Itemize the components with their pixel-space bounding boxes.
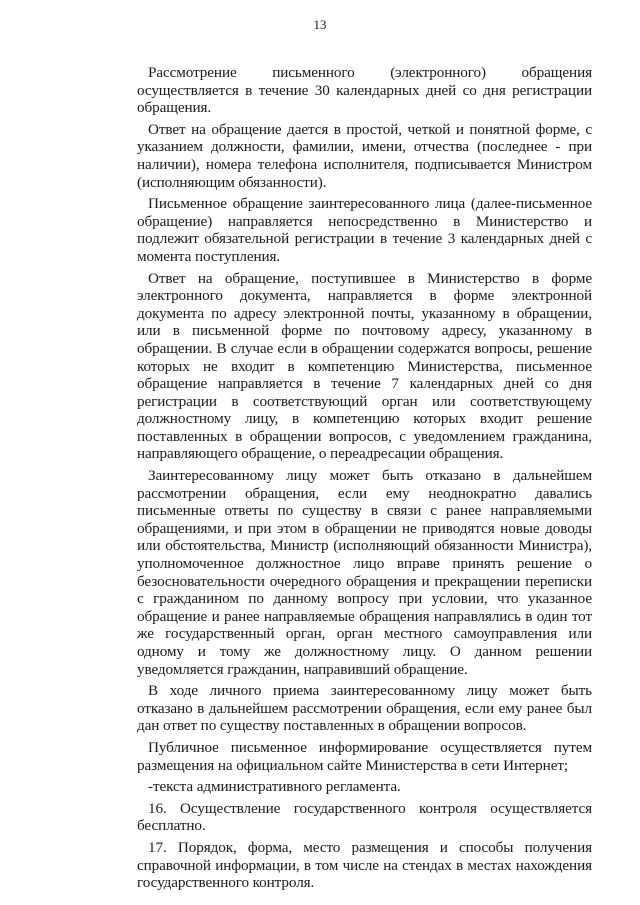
paragraph-written-request-registration: Письменное обращение заинтересованного лица (далее-письменное обращение) направляется непосредственно в Министерство и подлежит обязательной регистрации в течение 3 календарных дней с момента поступления. — [137, 195, 592, 265]
paragraph-refusal-conditions: Заинтересованному лицу может быть отказано в дальнейшем рассмотрении обращения, если ему неоднократно давались письменные ответы по существу в связи с ранее направляемыми обращениями, и при этом в обращении не приводятся новые доводы или обстоятельства, Министр (исполняющий обязанности Министра), уполномоченное должностное лицо вправе принять решение о безосновательности очередного обращения и прекращении переписки с гражданином по данному вопросу при условии, что указанное обращение и ранее направляемые обращения направлялись в один тот же государственный орган, орган местного самоуправления или одному и тому же должностному лицу. О данном решении уведомляется гражданин, направивший обращение. — [137, 467, 592, 678]
paragraph-section-16: 16. Осуществление государственного контроля осуществляется бесплатно. — [137, 799, 592, 835]
paragraph-personal-reception: В ходе личного приема заинтересованному лицу может быть отказано в дальнейшем рассмотрении обращения, если ему ранее был дан ответ по существу поставленных в обращении вопросов. — [137, 682, 592, 735]
paragraph-review-period: Рассмотрение письменного (электронного) обращения осуществляется в течение 30 календарных дней со дня регистрации обращения. — [137, 64, 592, 117]
paragraph-electronic-response: Ответ на обращение, поступившее в Министерство в форме электронного документа, направляется в форме электронной документа по адресу электронной почты, указанному в обращении, или в письменной форме по почтовому адресу, указанному в обращении. В случае если в обращении содержатся вопросы, решение которых не входит в компетенцию Министерства, письменное обращение направляется в течение 7 календарных дней со дня регистрации в соответствующий орган или соответствующему должностному лицу, в компетенцию которых входит решение поставленных в обращении вопросов, с уведомлением гражданина, направляющего обращение, о переадресации обращения. — [137, 269, 592, 463]
page-number: 13 — [313, 17, 327, 32]
paragraph-response-form: Ответ на обращение дается в простой, четкой и понятной форме, с указанием должности, фамилии, имени, отчества (последнее - при наличии), номера телефона исполнителя, подписывается Министром (исполняющим обязанности). — [137, 120, 592, 191]
document-body — [137, 64, 592, 896]
paragraph-public-informing: Публичное письменное информирование осуществляется путем размещения на официальном сайте Министерства в сети Интернет; — [137, 738, 592, 774]
paragraph-regulation-text: -текста административного регламента. — [148, 778, 401, 796]
paragraph-section-17: 17. Порядок, форма, место размещения и способы получения справочной информации, в том числе на стендах в местах нахождения государственного контроля. — [137, 838, 592, 892]
